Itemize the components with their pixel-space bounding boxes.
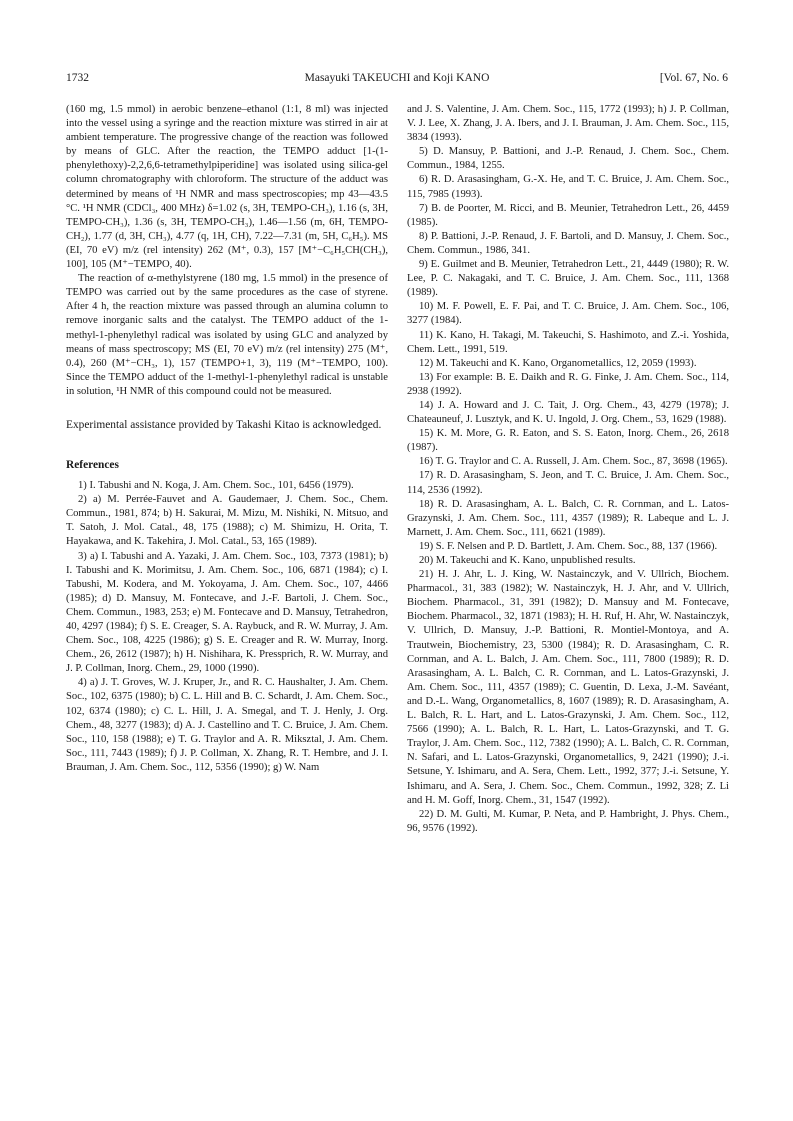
right-column [407, 103, 729, 836]
running-authors: Masayuki TAKEUCHI and Koji KANO [304, 72, 490, 84]
experimental-paragraph: (160 mg, 1.5 mmol) in aerobic benzene–ethanol (1:1, 8 ml) was injected into the vessel using a syringe and the reaction mixture was stirred in air at ambient temperature. The progressive change of the reaction was followed by means of GLC. After the reaction, the TEMPO adduct [1-(1-phenylethoxy)-2,2,6,6-tetramethylpiperidine] was isolated using silica-gel column chromatography with chloroform. The structure of the adduct was determined by means of ¹H NMR and mass spectroscopies; mp 43—43.5 °C. ¹H NMR (CDCl₃, 400 MHz) δ=1.02 (s, 3H, TEMPO-CH₃), 1.16 (s, 3H, TEMPO-CH₃), 1.36 (s, 3H, TEMPO-CH₃), 1.46—1.56 (m, 6H, TEMPO-CH₂), 1.77 (d, 3H, CH₃), 4.77 (q, 1H, CH), 7.22—7.31 (m, 5H, C₆H₅). MS (EI, 70 eV) m/z (rel intensity) 262 (M⁺, 0.3), 157 [M⁺−C₆H₅CH(CH₃), 100], 105 (M⁺−TEMPO, 40). [66, 104, 388, 271]
reference-item: 6) R. D. Arasasingham, G.-X. He, and T. C. Bruice, J. Am. Chem. Soc., 115, 7985 (1993). [407, 174, 729, 200]
experimental-paragraph: The reaction of α-methylstyrene (180 mg, 1.5 mmol) in the presence of TEMPO was carried out by the same procedures as the case of styrene. After 4 h, the reaction mixture was passed through an alumina column to remove inorganic salts and the catalyst. The TEMPO adduct of the 1-methyl-1-phenylethyl radical was isolated by using GLC and analyzed by means of mass spectroscopy; MS (EI, 70 eV) m/z (rel intensity) 275 (M⁺, 0.4), 260 (M⁺−CH₃, 1), 157 (TEMPO+1, 3), 119 (M⁺−TEMPO, 100). Since the TEMPO adduct of the 1-methyl-1-phenylethyl radical is unstable in solution, ¹H NMR of this compound could not be measured. [66, 273, 388, 397]
reference-item: 17) R. D. Arasasingham, S. Jeon, and T. C. Bruice, J. Am. Chem. Soc., 114, 2536 (1992). [407, 470, 729, 496]
reference-item: 2) a) M. Perrée-Fauvet and A. Gaudemaer, J. Chem. Soc., Chem. Commun., 1981, 874; b) H. Sakurai, M. Mizu, M. Nishiki, N. Mitsuo, and T. Satoh, J. Mol. Catal., 48, 175 (1988); c) M. Shimizu, H. Orita, T. Hayakawa, and K. Takehira, J. Mol. Catal., 53, 165 (1989). [66, 494, 388, 548]
reference-item: 21) H. J. Ahr, L. J. King, W. Nastainczyk, and V. Ullrich, Biochem. Pharmacol., 31, 383 (1982); W. Nastainczyk, H. J. Ahr, and V. Ullrich, Biochem. Pharmacol., 31, 391 (1982); D. Mansuy and M. Fontecave, Biochem. Pharmacol., 32, 1871 (1983); H. H. Ruf, H. Ahr, W. Nastainczyk, V. Ullrich, D. Mansuy, J.-P. Battioni, R. Montiel-Montoya, and A. Trautwein, Biochemistry, 23, 5300 (1984); R. D. Arasasingham, C. R. Cornman, and A. L. Balch, J. Am. Chem. Soc., 111, 7800 (1989); R. D. Arasasingham, A. L. Balch, C. R. Cornman, and L. Latos-Grazynski, J. Am. Chem. Soc., 111, 4357 (1989); C. Guentin, D. Lexa, J.-M. Savéant, and D.-L. Wang, Organometallics, 8, 1607 (1989); R. D. Arasasingham, A. L. Balch, R. L. Hart, and L. Latos-Grazynski, J. Am. Chem. Soc., 112, 7566 (1990); A. L. Balch, R. L. Hart, L. Latos-Grazynski, and T. G. Traylor, J. Am. Chem. Soc., 112, 7382 (1990); A. L. Balch, C. R. Cornman, N. Safari, and L. Latos-Grazynski, Organometallics, 9, 2421 (1990); J.-i. Setsune, Y. Ishimaru, and A. Sera, Chem. Lett., 1992, 377; J.-i. Setsune, Y. Ishimaru, and A. Sera, J. Chem. Soc., Chem. Commun., 1992, 328; Z. Li and H. M. Goff, Inorg. Chem., 31, 1547 (1992). [407, 569, 729, 806]
acknowledgement: Experimental assistance provided by Takashi Kitao is acknowledged. [66, 418, 382, 431]
reference-item: 18) R. D. Arasasingham, A. L. Balch, C. R. Cornman, and L. Latos-Grazynski, J. Am. Chem. Soc., 111, 4357 (1989); R. Labeque and L. J. Marnett, J. Am. Chem. Soc., 111, 6621 (1989). [407, 498, 729, 538]
reference-item: 1) I. Tabushi and N. Koga, J. Am. Chem. Soc., 101, 6456 (1979). [78, 480, 354, 492]
running-header [66, 70, 728, 86]
reference-item: 9) E. Guilmet and B. Meunier, Tetrahedron Lett., 21, 4449 (1980); R. W. Lee, P. C. Nakagaki, and T. C. Bruice, J. Am. Chem. Soc., 111, 1368 (1989). [407, 259, 729, 299]
references-heading: References [66, 458, 119, 471]
reference-item: 22) D. M. Gulti, M. Kumar, P. Neta, and P. Hambright, J. Phys. Chem., 96, 9576 (1992). [407, 808, 729, 834]
journal-volume: [Vol. 67, No. 6 [659, 72, 728, 84]
reference-item: 3) a) I. Tabushi and A. Yazaki, J. Am. Chem. Soc., 103, 7373 (1981); b) I. Tabushi and K. Morimitsu, J. Am. Chem. Soc., 106, 6871 (1984); c) I. Tabushi, M. Kodera, and M. Yokoyama, J. Am. Chem. Soc., 107, 4466 (1985); d) D. Mansuy, M. Fontecave, and J.-F. Bartoli, J. Chem. Soc., Chem. Commun., 1983, 253; e) M. Fontecave and D. Mansuy, Tetrahedron, 40, 4297 (1984); f) S. E. Creager, S. A. Raybuck, and R. W. Murray, J. Am. Chem. Soc., 108, 4225 (1986); g) S. E. Creager and R. W. Murray, Inorg. Chem., 26, 2612 (1987); h) H. Nishihara, K. Pressprich, R. W. Murray, and J. P. Collman, Inorg. Chem., 29, 1000 (1990). [66, 550, 388, 675]
reference-item: 7) B. de Poorter, M. Ricci, and B. Meunier, Tetrahedron Lett., 26, 4459 (1985). [407, 202, 729, 228]
reference-item: 16) T. G. Traylor and C. A. Russell, J. Am. Chem. Soc., 87, 3698 (1965). [419, 456, 728, 468]
reference-item: 12) M. Takeuchi and K. Kano, Organometallics, 12, 2059 (1993). [419, 357, 697, 369]
reference-item: 4) a) J. T. Groves, W. J. Kruper, Jr., and R. C. Haushalter, J. Am. Chem. Soc., 102, 6375 (1980); b) C. L. Hill and B. C. Schardt, J. Am. Chem. Soc., 102, 6374 (1980); c) C. L. Hill, J. A. Smegal, and T. J. Henly, J. Org. Chem., 48, 3277 (1983); d) A. J. Castellino and T. C. Bruice, J. Am. Chem. Soc., 110, 158 (1988); e) T. G. Traylor and A. R. Miksztal, J. Am. Chem. Soc., 111, 7443 (1989); f) J. P. Collman, X. Zhang, R. T. Hembre, and J. I. Brauman, J. Am. Chem. Soc., 112, 5356 (1990); g) W. Nam [66, 677, 388, 773]
reference-item: 19) S. F. Nelsen and P. D. Bartlett, J. Am. Chem. Soc., 88, 137 (1966). [419, 540, 718, 552]
reference-item: 5) D. Mansuy, P. Battioni, and J.-P. Renaud, J. Chem. Soc., Chem. Commun., 1984, 1255. [407, 146, 729, 172]
reference-item: 11) K. Kano, H. Takagi, M. Takeuchi, S. Hashimoto, and Z.-i. Yoshida, Chem. Lett., 1991, 519. [407, 329, 729, 355]
reference-item: 15) K. M. More, G. R. Eaton, and S. S. Eaton, Inorg. Chem., 26, 2618 (1987). [407, 428, 729, 454]
reference-item: 13) For example: B. E. Daikh and R. G. Finke, J. Am. Chem. Soc., 114, 2938 (1992). [407, 371, 729, 397]
reference-item: 14) J. A. Howard and J. C. Tait, J. Org. Chem., 43, 4279 (1978); J. Chateauneuf, J. Lusztyk, and K. U. Ingold, J. Org. Chem., 53, 1629 (1988). [407, 399, 729, 426]
reference-continuation: and J. S. Valentine, J. Am. Chem. Soc., 115, 1772 (1993); h) J. P. Collman, V. J. Lee, X. Zhang, J. A. Ibers, and J. I. Brauman, J. Am. Chem. Soc., 115, 3834 (1993). [407, 104, 729, 144]
page-number: 1732 [66, 72, 89, 84]
reference-item: 10) M. F. Powell, E. F. Pai, and T. C. Bruice, J. Am. Chem. Soc., 106, 3277 (1984). [407, 301, 729, 327]
reference-item: 8) P. Battioni, J.-P. Renaud, J. F. Bartoli, and D. Mansuy, J. Chem. Soc., Chem. Commun., 1986, 341. [407, 230, 729, 256]
left-column [66, 103, 388, 775]
reference-item: 20) M. Takeuchi and K. Kano, unpublished results. [419, 555, 636, 566]
